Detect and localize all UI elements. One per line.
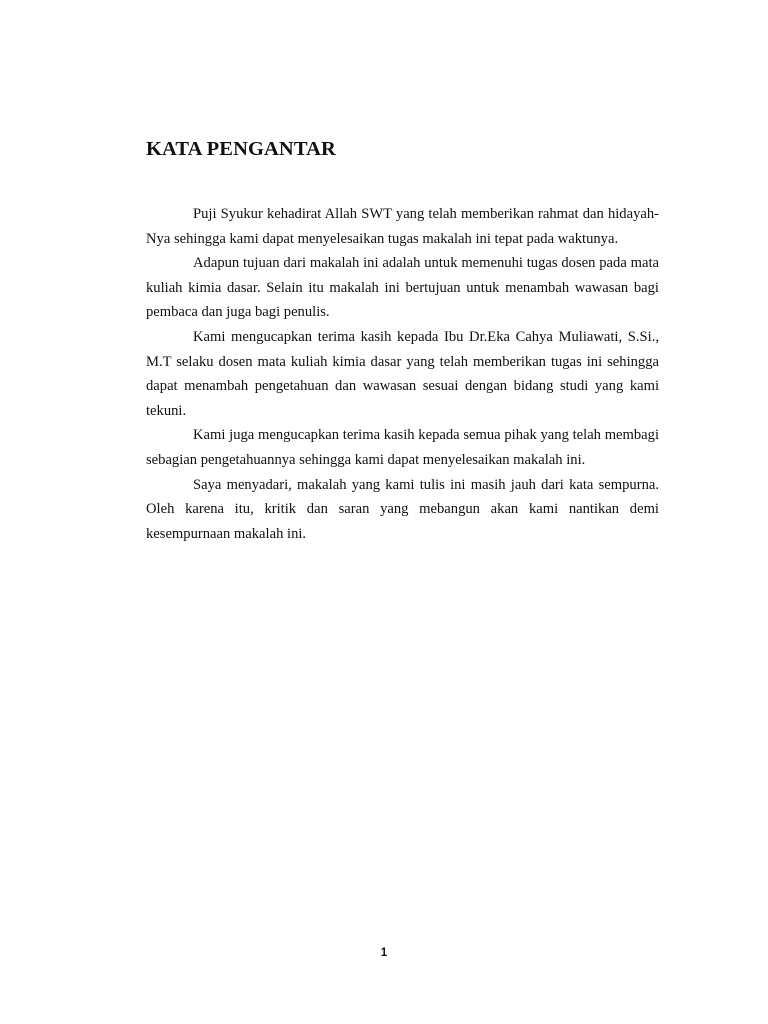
body-text xyxy=(146,202,659,546)
page-title: KATA PENGANTAR xyxy=(146,138,336,160)
page-number: 1 xyxy=(380,947,388,959)
paragraph-closing: Saya menyadari, makalah yang kami tulis ini masih jauh dari kata sempurna. Oleh karena itu, kritik dan saran yang mebangun akan kami nantikan demi kesempurnaan makalah ini. xyxy=(146,476,659,542)
paragraph-thanks-all: Kami juga mengucapkan terima kasih kepada semua pihak yang telah membagi sebagian pengetahuannya sehingga kami dapat menyelesaikan makalah ini. xyxy=(146,427,659,468)
paragraph-gratitude: Puji Syukur kehadirat Allah SWT yang telah memberikan rahmat dan hidayah-Nya sehingga kami dapat menyelesaikan tugas makalah ini tepat pada waktunya. xyxy=(146,206,659,247)
paragraph-thanks-lecturer: Kami mengucapkan terima kasih kepada Ibu Dr.Eka Cahya Muliawati, S.Si., M.T selaku dosen mata kuliah kimia dasar yang telah memberikan tugas ini sehingga dapat menambah pengetahuan dan wawasan sesuai dengan bidang studi yang kami tekuni. xyxy=(146,328,659,419)
paragraph-purpose: Adapun tujuan dari makalah ini adalah untuk memenuhi tugas dosen pada mata kuliah kimia dasar. Selain itu makalah ini bertujuan untuk menambah wawasan bagi pembaca dan juga bagi penulis. xyxy=(146,255,659,321)
